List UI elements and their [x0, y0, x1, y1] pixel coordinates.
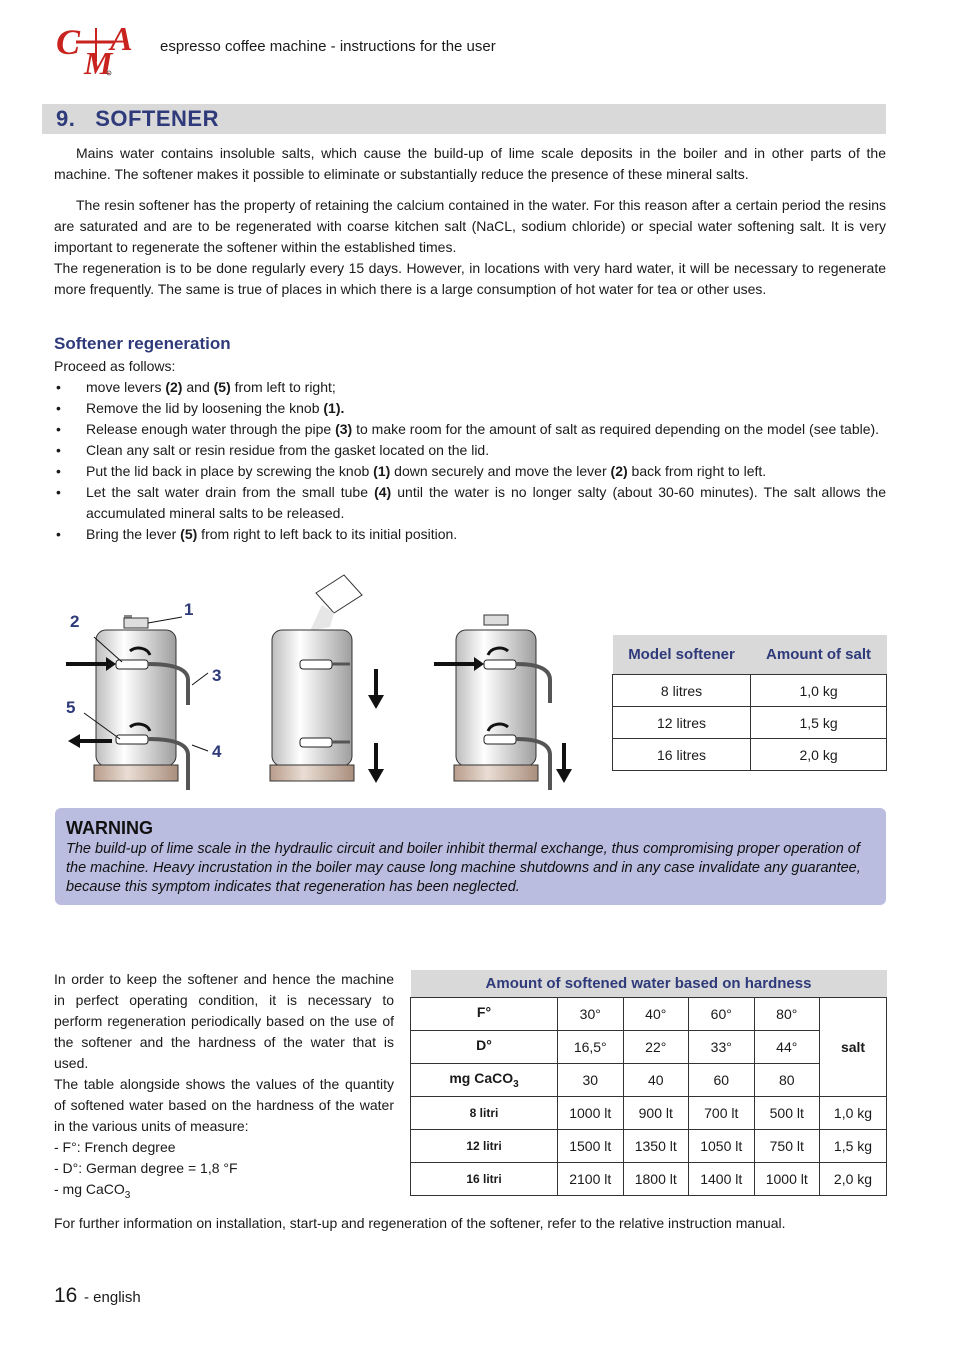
softener-cylinder-2: [270, 575, 384, 783]
step-reference: (2): [610, 463, 628, 479]
regeneration-intro: Proceed as follows:: [54, 358, 176, 374]
figure-label-2: 2: [70, 612, 80, 631]
hardness-value-cell: 60: [689, 1064, 755, 1097]
softener-cylinder-1: [66, 600, 222, 790]
unit-label-text: D°: [476, 1037, 492, 1054]
softened-water-table: [410, 970, 887, 1196]
step-reference: (4): [374, 484, 392, 500]
figure-label-1: 1: [184, 600, 194, 619]
softened-water-cell: 1050 lt: [689, 1130, 755, 1163]
salt-amount-table: [612, 635, 887, 771]
regeneration-frequency-paragraph: The regeneration is to be done regularly every 15 days. However, in locations with very hard water, it will be necessary to regenerate more frequently. The same is true of places in which there is a large consumption of hot water for tea or other uses.: [54, 260, 886, 297]
step-text: to make room for the amount of salt as required depending on the model (see table).: [352, 421, 880, 437]
softened-water-cell: 1350 lt: [623, 1130, 689, 1163]
document-header-title: espresso coffee machine - instructions for the user: [160, 38, 496, 55]
figure-label-4: 4: [212, 742, 222, 761]
bullet-icon: •: [56, 463, 61, 479]
regeneration-step: [54, 377, 886, 398]
bullet-icon: •: [56, 400, 61, 416]
hardness-model-row: [411, 1163, 887, 1196]
step-reference: (5): [213, 379, 231, 395]
hardness-unit-label: [411, 1064, 558, 1097]
step-text: Clean any salt or resin residue from the gasket located on the lid.: [86, 442, 490, 458]
unit-mg-caco3-label: - mg CaCO: [54, 1181, 125, 1197]
hardness-value-cell: 33°: [689, 1031, 755, 1064]
bullet-icon: •: [56, 526, 61, 542]
softened-water-cell: 750 lt: [754, 1130, 820, 1163]
step-text: Put the lid back in place by screwing the knob: [86, 463, 374, 479]
hardness-unit-row: [411, 1031, 887, 1064]
step-text: Release enough water through the pipe: [86, 421, 336, 437]
hardness-value-cell: 16,5°: [558, 1031, 624, 1064]
hardness-value-cell: 40°: [623, 998, 689, 1031]
section-name: SOFTENER: [95, 106, 219, 131]
salt-table-body: [613, 675, 887, 771]
svg-text:A: A: [110, 21, 133, 58]
model-label: 8 litri: [411, 1097, 558, 1130]
unit-german: - D°: German degree = 1,8 °F: [54, 1160, 238, 1176]
hardness-paragraph-1: In order to keep the softener and hence the machine in perfect operating condition, it is necessary to perform regeneration periodically based on the use of the softener and the hardness of the water that is used.: [54, 971, 394, 1071]
step-text: from left to right;: [230, 379, 336, 395]
softened-water-cell: 1400 lt: [689, 1163, 755, 1196]
salt-column-header: salt: [820, 998, 887, 1097]
regeneration-step: [54, 524, 886, 545]
softened-water-table-body: [411, 998, 887, 1196]
softened-water-table-caption: Amount of softened water based on hardness: [411, 970, 887, 998]
step-text: Let the salt water drain from the small tube: [86, 484, 375, 500]
hardness-value-cell: 60°: [689, 998, 755, 1031]
salt-amount-cell: 1,5 kg: [820, 1130, 887, 1163]
hardness-value-cell: 22°: [623, 1031, 689, 1064]
softened-water-cell: 500 lt: [754, 1097, 820, 1130]
salt-table-cell-salt: 1,5 kg: [751, 707, 887, 739]
bullet-icon: •: [56, 379, 61, 395]
softened-water-cell: 1800 lt: [623, 1163, 689, 1196]
step-reference: (3): [335, 421, 353, 437]
warning-text: The build-up of lime scale in the hydraulic circuit and boiler inhibit thermal exchange, thus compromising proper operation of the machine. Heavy incrustation in the boiler may cause long machine shutdowns and in any case invalidate any guarantee, because this symptom indicates that regeneration has been neglected.: [66, 841, 861, 895]
step-text: down securely and move the lever: [390, 463, 611, 479]
hardness-explanation: [54, 969, 394, 1206]
step-text: until the water is no longer salty (about 30-60 minutes). The salt allows the accumulated mineral salts to be released.: [86, 484, 886, 521]
salt-table-cell-model: 12 litres: [613, 707, 751, 739]
salt-table-cell-model: 16 litres: [613, 739, 751, 771]
hardness-unit-label: [411, 1031, 558, 1064]
softened-water-cell: 700 lt: [689, 1097, 755, 1130]
unit-french: - F°: French degree: [54, 1139, 176, 1155]
softener-cylinder-3: [434, 615, 572, 790]
step-text: Remove the lid by loosening the knob: [86, 400, 324, 416]
brand-logo: [52, 18, 152, 80]
figure-label-3: 3: [212, 666, 222, 685]
regeneration-step: [54, 440, 886, 461]
hardness-value-cell: 80°: [754, 998, 820, 1031]
bullet-icon: •: [56, 421, 61, 437]
hardness-paragraph-2: The table alongside shows the values of the quantity of softened water based on the hardness of the water in the various units of measure:: [54, 1076, 394, 1134]
salt-table-cell-model: 8 litres: [613, 675, 751, 707]
warning-title: WARNING: [66, 818, 153, 838]
step-reference: (1): [373, 463, 391, 479]
hardness-unit-label: [411, 998, 558, 1031]
step-text: from right to left back to its initial position.: [197, 526, 458, 542]
unit-mg-caco3: [54, 1179, 394, 1206]
regeneration-step: [54, 482, 886, 524]
step-text: move levers: [86, 379, 166, 395]
intro-paragraph: Mains water contains insoluble salts, which cause the build-up of lime scale deposits in the boiler and in other parts of the machine. The softener makes it possible to eliminate or substantially reduce the presence of these mineral salts.: [54, 145, 886, 182]
hardness-value-cell: 44°: [754, 1031, 820, 1064]
section-number: 9.: [56, 106, 76, 131]
unit-label-text: mg CaCO: [449, 1070, 514, 1087]
softened-water-cell: 900 lt: [623, 1097, 689, 1130]
section-title: [56, 104, 219, 134]
unit-mg-caco3-subscript: 3: [124, 1189, 131, 1201]
salt-table-header-amount: Amount of salt: [751, 635, 887, 675]
salt-amount-cell: 2,0 kg: [820, 1163, 887, 1196]
bullet-icon: •: [56, 442, 61, 458]
salt-table-cell-salt: 1,0 kg: [751, 675, 887, 707]
unit-label-subscript: 3: [513, 1078, 519, 1090]
page-number: 16: [54, 1284, 78, 1307]
softened-water-cell: 2100 lt: [558, 1163, 624, 1196]
hardness-model-row: [411, 1130, 887, 1163]
regeneration-heading: Softener regeneration: [54, 334, 231, 353]
step-reference: (2): [165, 379, 183, 395]
softened-water-cell: 1500 lt: [558, 1130, 624, 1163]
step-text: back from right to left.: [627, 463, 767, 479]
hardness-value-cell: 80: [754, 1064, 820, 1097]
regeneration-steps: [54, 356, 886, 545]
resin-paragraph: The resin softener has the property of retaining the calcium contained in the water. For this reason after a certain period the resins are saturated and are to be regenerated with coarse kitchen salt (NaCL, sodium chloride) or special water softening salt. It is very important to regenerate the softener within the established times.: [54, 197, 886, 255]
regeneration-step: [54, 419, 886, 440]
regeneration-step: [54, 398, 886, 419]
salt-table-row: [613, 739, 887, 771]
page-language: - english: [84, 1289, 141, 1306]
salt-table-header-model: Model softener: [613, 635, 751, 675]
hardness-unit-row: [411, 1064, 887, 1097]
salt-amount-cell: 1,0 kg: [820, 1097, 887, 1130]
step-text: and: [182, 379, 214, 395]
salt-table-row: [613, 707, 887, 739]
hardness-value-cell: 30°: [558, 998, 624, 1031]
hardness-value-cell: 30: [558, 1064, 624, 1097]
svg-text:C: C: [56, 22, 81, 62]
salt-table-cell-salt: 2,0 kg: [751, 739, 887, 771]
figure-label-5: 5: [66, 698, 76, 717]
unit-label-text: F°: [476, 1004, 492, 1021]
bullet-icon: •: [56, 484, 61, 500]
step-reference: (5): [180, 526, 198, 542]
svg-text:M: M: [84, 45, 113, 80]
step-reference: (1).: [323, 400, 345, 416]
regeneration-step: [54, 461, 886, 482]
hardness-model-row: [411, 1097, 887, 1130]
steps-list: [54, 377, 886, 545]
model-label: 16 litri: [411, 1163, 558, 1196]
model-label: 12 litri: [411, 1130, 558, 1163]
hardness-value-cell: 40: [623, 1064, 689, 1097]
footer-note: For further information on installation, start-up and regeneration of the softener, refer to the relative instruction manual.: [54, 1215, 786, 1231]
softened-water-cell: 1000 lt: [754, 1163, 820, 1196]
softened-water-cell: 1000 lt: [558, 1097, 624, 1130]
regeneration-diagram: [60, 565, 590, 790]
salt-table-row: [613, 675, 887, 707]
hardness-unit-row: [411, 998, 887, 1031]
step-text: Bring the lever: [86, 526, 181, 542]
